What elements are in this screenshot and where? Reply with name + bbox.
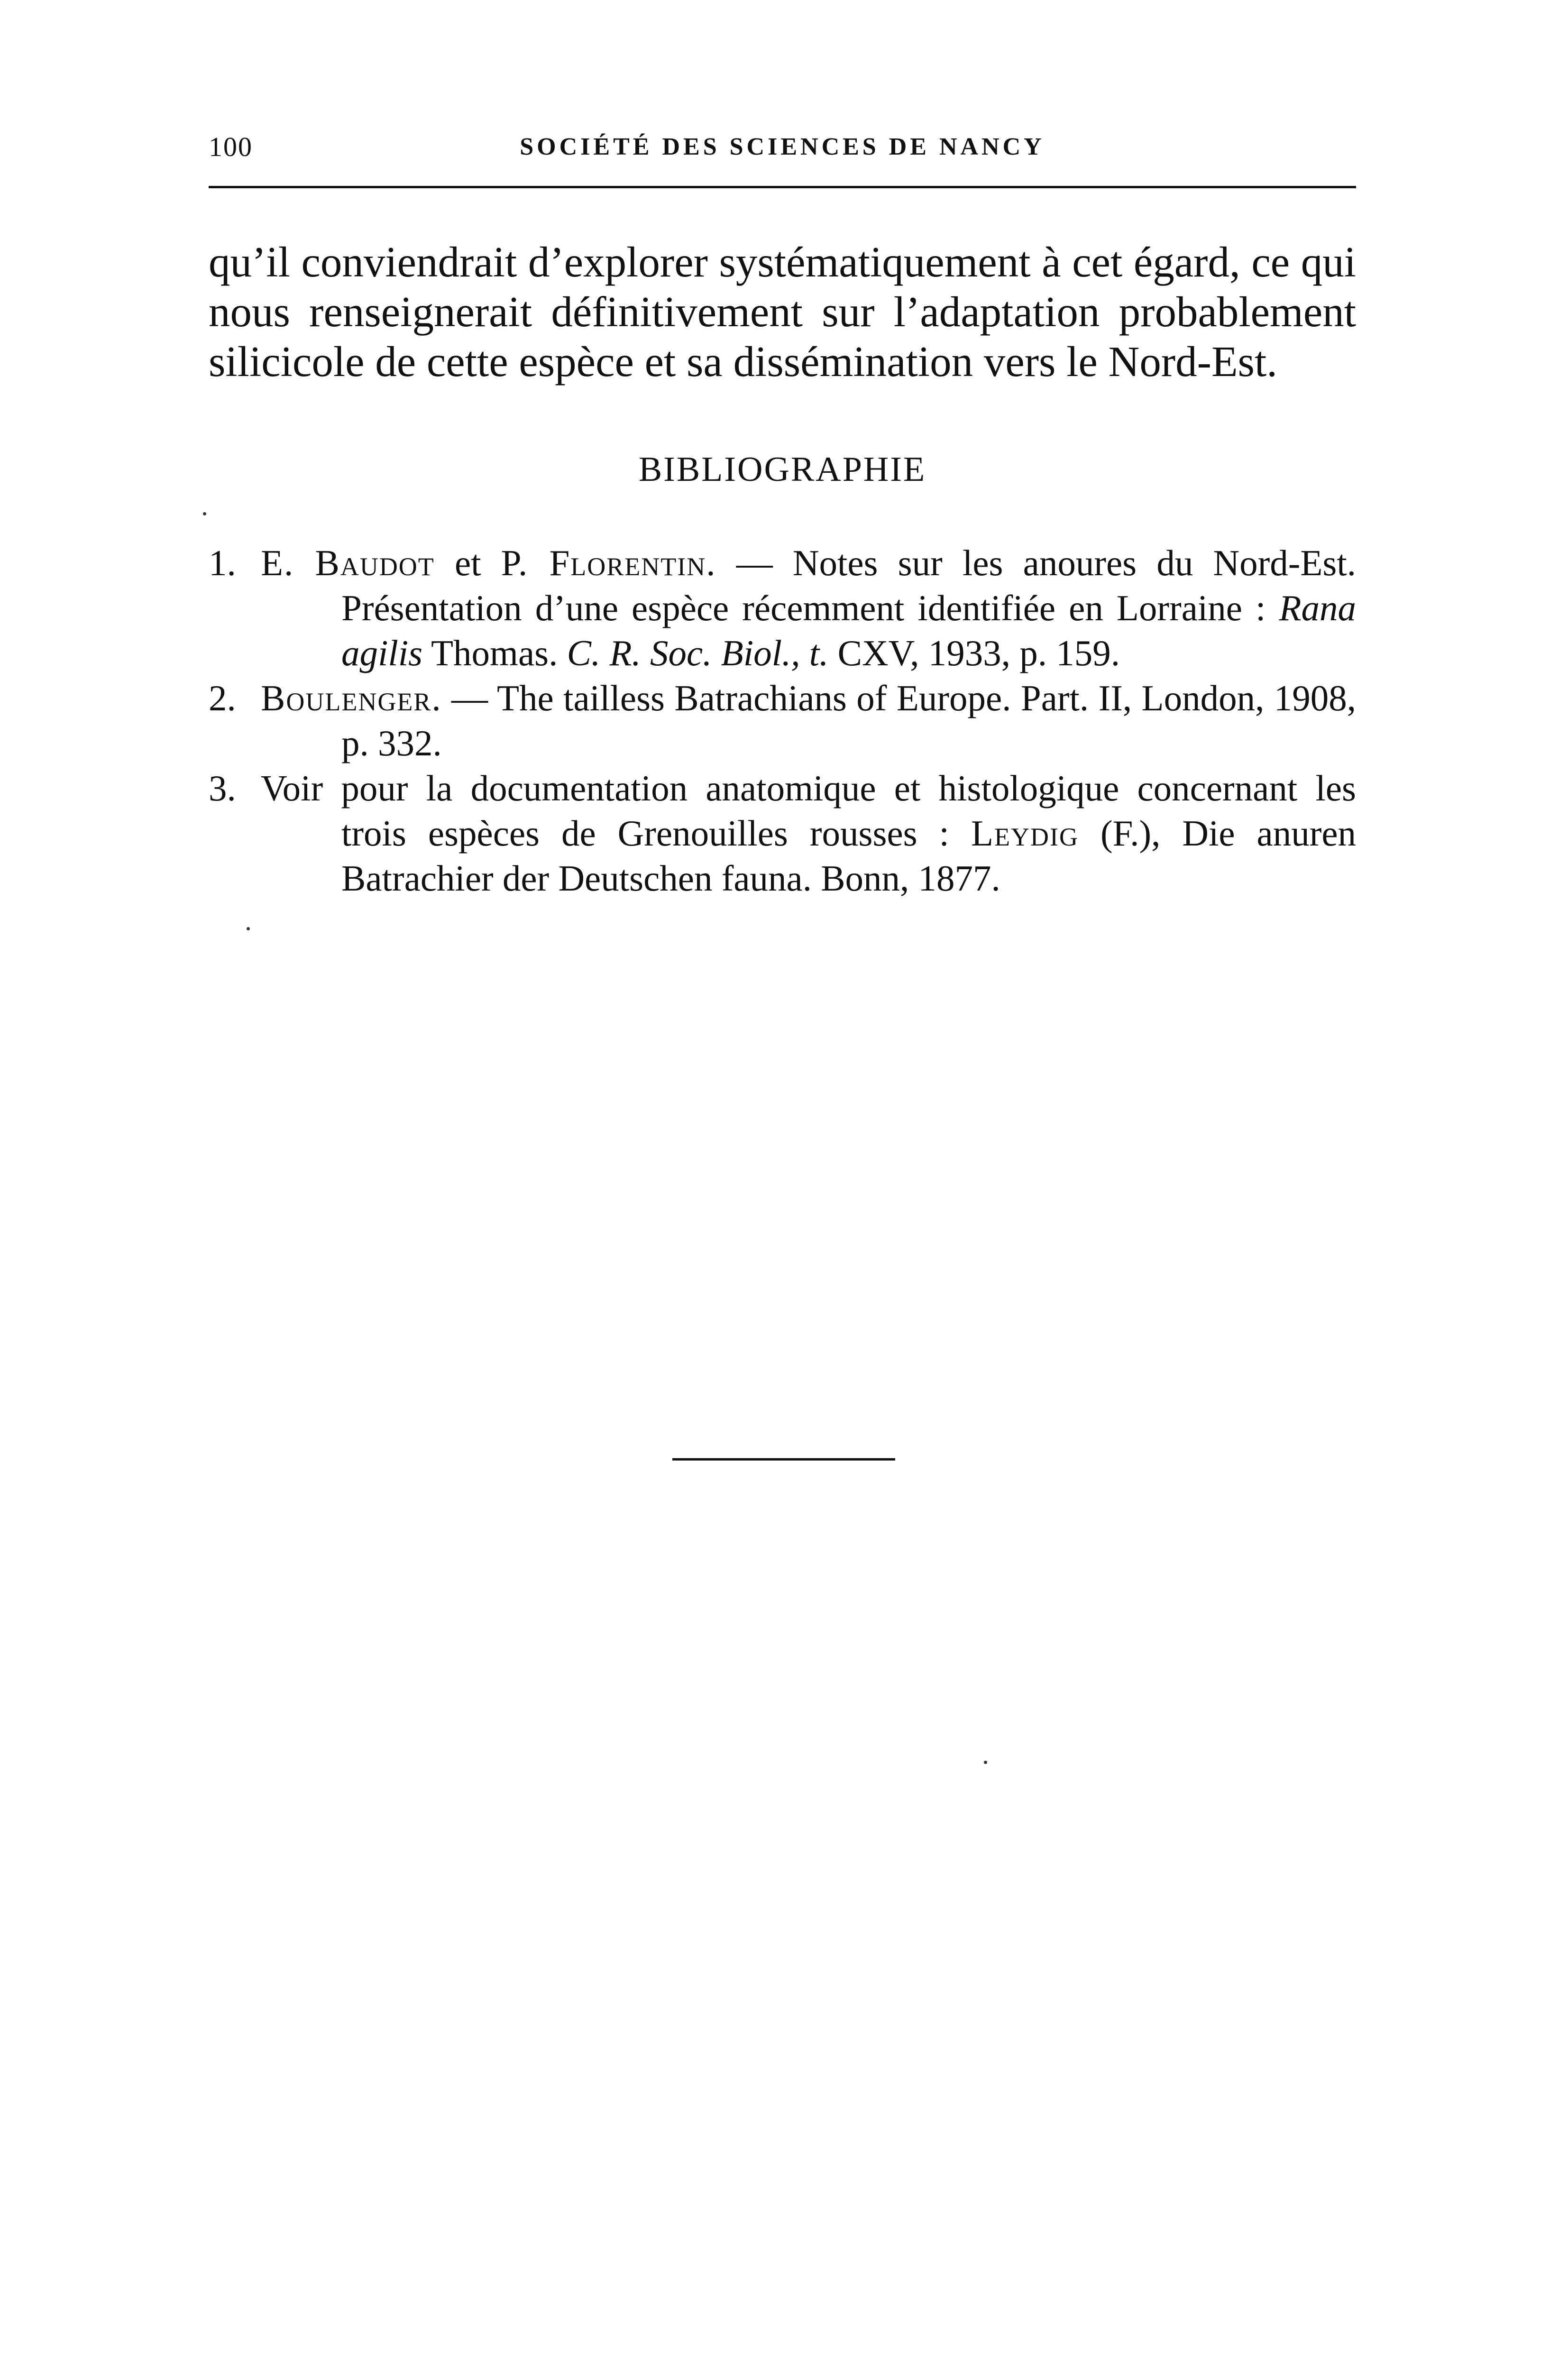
bibliography-title: BIBLIOGRAPHIE [638, 450, 926, 489]
body-paragraph: qu’il conviendrait d’explorer systématiquement à cet égard, ce qui nous renseignerait définitivement sur l’adaptation probablement silicicole de cette espèce et sa dissémination vers le Nord-Est. [209, 238, 1356, 386]
bibliography-entry-2 [209, 676, 1356, 766]
entry-species: Rana agilis [341, 588, 1357, 673]
entry-journal: C. R. Soc. Biol., t. [567, 633, 829, 673]
header-rule [209, 186, 1356, 188]
entry-conjunction: et [454, 542, 481, 583]
bibliography-entry-1 [209, 541, 1356, 676]
page-header [209, 130, 1356, 164]
entry-author: P. Florentin. [501, 542, 716, 583]
entry-text: Thomas. [431, 633, 558, 673]
entry-author: Boulenger. [261, 678, 442, 718]
entry-text: Voir pour la documentation anatomique et histologique concernant les trois espèces de Grenouilles rousses : [261, 768, 1356, 854]
entry-number: 1. [209, 542, 236, 583]
entry-text: — The tailless Batrachians of Europe. Part. II, London, 1908, p. 332. [341, 678, 1356, 763]
print-speck [247, 927, 250, 930]
page-number: 100 [209, 131, 253, 162]
entry-text: CXV, 1933, p. 159. [837, 633, 1120, 673]
entry-text: (F.), Die anuren Batrachier der Deutschen fauna. Bonn, 1877. [341, 813, 1357, 899]
entry-number: 3. [209, 768, 236, 809]
bibliography-list [209, 541, 1356, 901]
entry-text: — Notes sur les anoures du Nord-Est. Présentation d’une espèce récemment identifiée en Lorraine : [341, 542, 1357, 628]
bibliography-entry-3 [209, 766, 1356, 901]
running-title: SOCIÉTÉ DES SCIENCES DE NANCY [520, 133, 1045, 160]
print-speck [984, 1761, 987, 1764]
print-speck [203, 512, 206, 515]
end-rule [672, 1458, 895, 1461]
entry-author: Leydig [971, 813, 1079, 854]
entry-number: 2. [209, 678, 236, 718]
entry-author: E. Baudot [261, 542, 435, 583]
